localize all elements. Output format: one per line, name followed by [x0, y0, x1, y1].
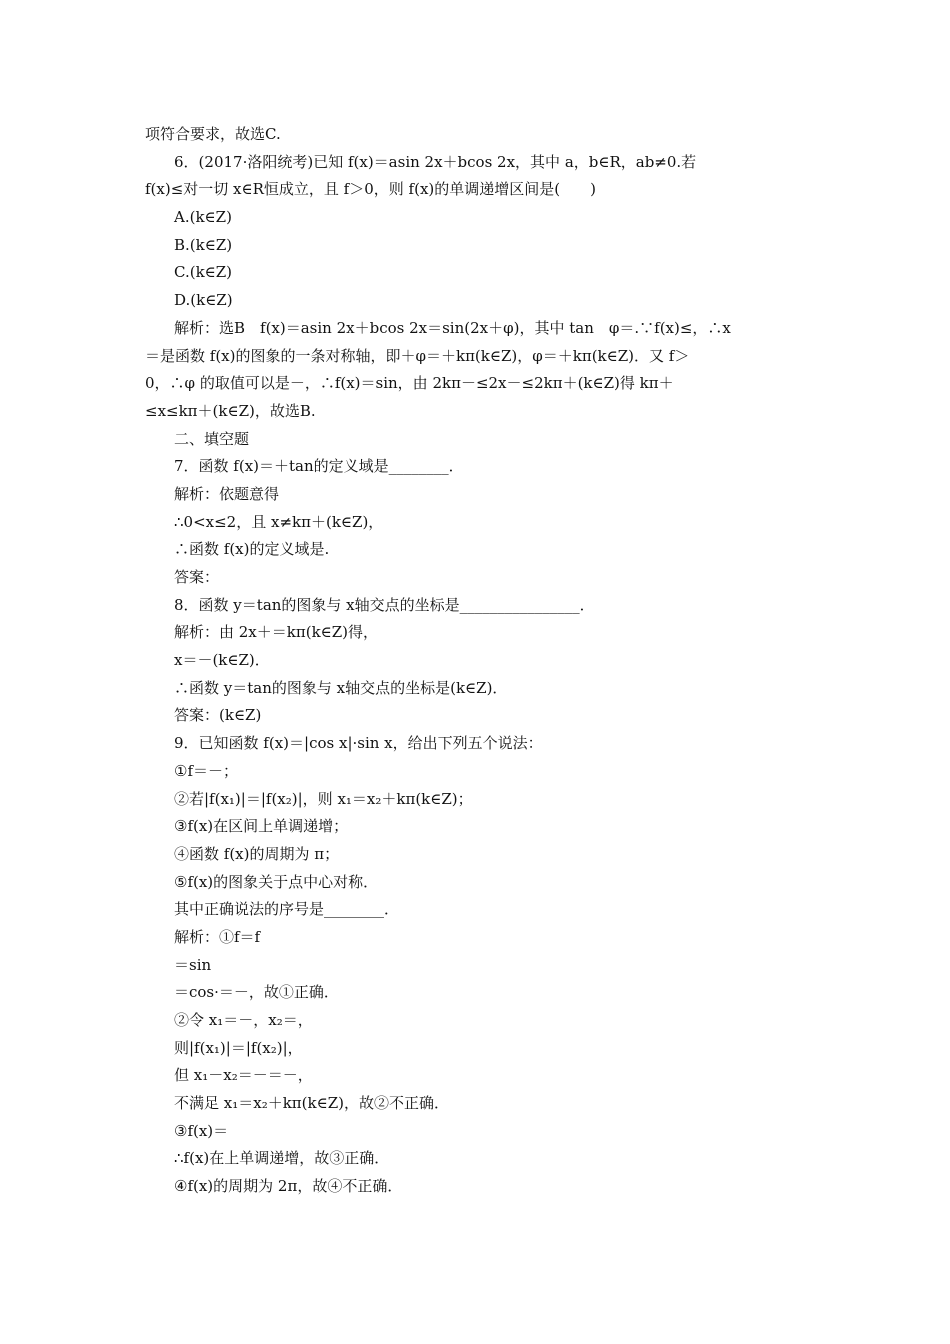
- solution-line: 0，∴φ 的取值可以是－，∴f(x)＝sin，由 2kπ－≤2x－≤2kπ＋(k∈Z)得 kπ＋: [145, 374, 674, 393]
- solution-line: ＝是函数 f(x)的图象的一条对称轴，即＋φ＝＋kπ(k∈Z)，φ＝＋kπ(k∈Z)．又 f＞: [145, 346, 690, 365]
- solution-line: ∴f(x)在上单调递增，故③正确．: [174, 1149, 390, 1168]
- question-6-stem-cont: f(x)≤对一切 x∈R恒成立，且 f＞0，则 f(x)的单调递增区间是( ): [145, 180, 596, 199]
- solution-line: 解析：选B f(x)＝asin 2x＋bcos 2x＝sin(2x＋φ)，其中 tan φ＝.∵f(x)≤，∴x: [174, 318, 731, 337]
- solution-line: 则|f(x₁)|＝|f(x₂)|，: [174, 1038, 303, 1057]
- solution-line: ∴0<x≤2，且 x≠kπ＋(k∈Z)，: [174, 512, 384, 531]
- solution-line: ＝cos·＝－，故①正确．: [174, 983, 339, 1002]
- question-7-stem: 7．函数 f(x)＝＋tan的定义域是________．: [174, 457, 464, 476]
- solution-line: x＝－(k∈Z)．: [174, 651, 270, 670]
- question-6-stem: 6．(2017·洛阳统考)已知 f(x)＝asin 2x＋bcos 2x，其中 a，b∈R，ab≠0.若: [174, 152, 697, 171]
- statement-2: ②若|f(x₁)|＝|f(x₂)|，则 x₁＝x₂＋kπ(k∈Z)；: [174, 789, 473, 808]
- statement-1: ①f＝－；: [174, 761, 238, 780]
- question-9-stem: 9．已知函数 f(x)＝|cos x|·sin x，给出下列五个说法：: [174, 734, 543, 753]
- answer-line: 答案：: [174, 568, 220, 586]
- option-c: C.(k∈Z): [174, 263, 233, 282]
- question-8-stem: 8．函数 y＝tan的图象与 x轴交点的坐标是________________．: [174, 595, 595, 614]
- statement-4: ④函数 f(x)的周期为 π；: [174, 844, 340, 863]
- text-line: 项符合要求，故选C.: [145, 125, 281, 143]
- solution-line: 解析：①f＝f: [174, 927, 261, 946]
- solution-line: 解析：由 2x＋＝kπ(k∈Z)得，: [174, 623, 379, 642]
- question-9-prompt: 其中正确说法的序号是________．: [174, 900, 400, 919]
- solution-line: ∴函数 f(x)的定义域是.: [174, 540, 330, 559]
- solution-line: 但 x₁－x₂＝－＝－，: [174, 1066, 313, 1085]
- solution-line: ＝sin: [174, 955, 212, 974]
- solution-line: ④f(x)的周期为 2π，故④不正确．: [174, 1177, 403, 1196]
- option-a: A.(k∈Z): [174, 208, 232, 227]
- solution-line: ∴函数 y＝tan的图象与 x轴交点的坐标是(k∈Z)．: [174, 678, 508, 697]
- solution-line: 不满足 x₁＝x₂＋kπ(k∈Z)，故②不正确．: [174, 1094, 449, 1113]
- section-heading: 二、填空题: [174, 429, 250, 448]
- statement-5: ⑤f(x)的图象关于点中心对称．: [174, 872, 379, 891]
- solution-line: ≤x≤kπ＋(k∈Z)，故选B.: [145, 401, 316, 420]
- solution-line: ②令 x₁＝－，x₂＝，: [174, 1011, 313, 1029]
- document-body: [145, 121, 825, 1201]
- solution-line: 解析：依题意得: [174, 484, 280, 503]
- answer-line: 答案：(k∈Z): [174, 706, 262, 725]
- solution-line: ③f(x)＝: [174, 1121, 229, 1140]
- statement-3: ③f(x)在区间上单调递增；: [174, 817, 349, 836]
- option-b: B.(k∈Z): [174, 235, 233, 254]
- option-d: D.(k∈Z): [174, 291, 233, 310]
